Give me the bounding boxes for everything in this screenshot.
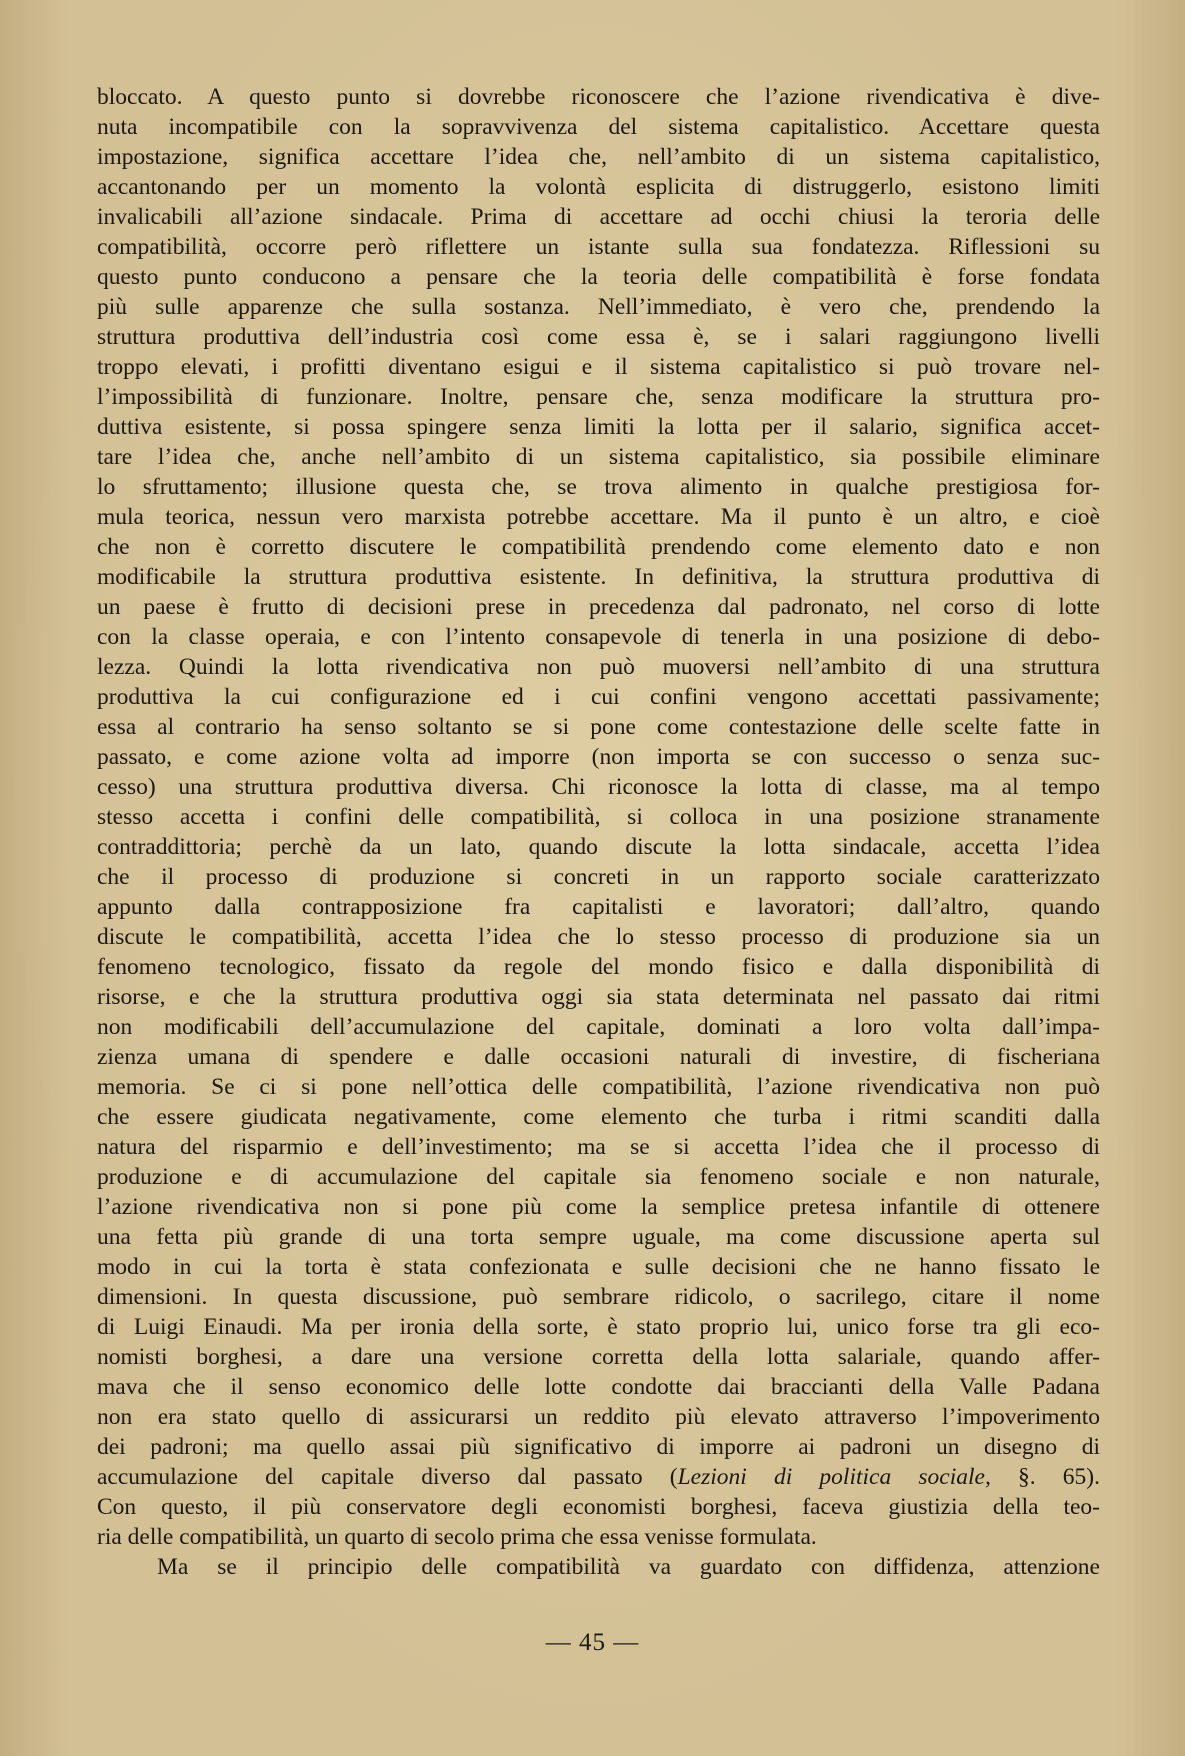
text-line: essa al contrario ha senso soltanto se si pone come contestazione delle scelte fatte in — [97, 714, 1100, 740]
text-line: duttiva esistente, si possa spingere senza limiti la lotta per il salario, significa accet- — [97, 414, 1100, 440]
text-line: un paese è frutto di decisioni prese in precedenza dal padronato, nel corso di lotte — [97, 594, 1100, 620]
text-line: struttura produttiva dell’industria così come essa è, se i salari raggiungono livelli — [97, 324, 1100, 350]
text-line: discute le compatibilità, accetta l’idea che lo stesso processo di produzione sia un — [97, 924, 1100, 950]
text-line: fenomeno tecnologico, fissato da regole del mondo fisico e dalla disponibilità di — [97, 954, 1100, 980]
text-line: invalicabili all’azione sindacale. Prima di accettare ad occhi chiusi la teroria delle — [97, 204, 1100, 230]
text-line: produttiva la cui configurazione ed i cui confini vengono accettati passivamente; — [97, 684, 1100, 710]
text-line: appunto dalla contrapposizione fra capitalisti e lavoratori; dall’altro, quando — [97, 894, 1100, 920]
text-line: produzione e di accumulazione del capitale sia fenomeno sociale e non naturale, — [97, 1164, 1100, 1190]
citation-after: §. 65). — [990, 1464, 1100, 1490]
text-line: passato, e come azione volta ad imporre (non importa se con successo o senza suc- — [97, 744, 1100, 770]
text-line: modificabile la struttura produttiva esistente. In definitiva, la struttura produttiva di — [97, 564, 1100, 590]
text-line: che essere giudicata negativamente, come elemento che turba i ritmi scanditi dalla — [97, 1104, 1100, 1130]
text-line: che il processo di produzione si concreti in un rapporto sociale caratterizzato — [97, 864, 1100, 890]
paragraph-start-line: Ma se il principio delle compatibilità va guardato con diffidenza, attenzione — [157, 1554, 1100, 1580]
body-text — [97, 82, 1100, 1582]
text-line: modo in cui la torta è stata confezionata e sulle decisioni che ne hanno fissato le — [97, 1254, 1100, 1280]
text-line: mula teorica, nessun vero marxista potrebbe accettare. Ma il punto è un altro, e cioè — [97, 504, 1100, 530]
text-line: contraddittoria; perchè da un lato, quando discute la lotta sindacale, accetta l’idea — [97, 834, 1100, 860]
text-line: nuta incompatibile con la sopravvivenza del sistema capitalistico. Accettare questa — [97, 114, 1100, 140]
page-number: — 45 — — [545, 1629, 640, 1656]
text-line: lezza. Quindi la lotta rivendicativa non può muoversi nell’ambito di una struttura — [97, 654, 1100, 680]
text-line: l’azione rivendicativa non si pone più come la semplice pretesa infantile di ottenere — [97, 1194, 1100, 1220]
text-line: compatibilità, occorre però riflettere un istante sulla sua fondatezza. Riflessioni su — [97, 234, 1100, 260]
text-line: non modificabili dell’accumulazione del capitale, dominati a loro volta dall’impa- — [97, 1014, 1100, 1040]
citation-line — [97, 1462, 1100, 1492]
text-line: l’impossibilità di funzionare. Inoltre, pensare che, senza modificare la struttura pro- — [97, 384, 1100, 410]
paragraph-end-line: ria delle compatibilità, un quarto di secolo prima che essa venisse formulata. — [97, 1524, 817, 1550]
text-line: cesso) una struttura produttiva diversa. Chi riconosce la lotta di classe, ma al tempo — [97, 774, 1100, 800]
text-line: impostazione, significa accettare l’idea che, nell’ambito di un sistema capitalistico, — [97, 144, 1100, 170]
text-line: nomisti borghesi, a dare una versione corretta della lotta salariale, quando affer- — [97, 1344, 1100, 1370]
text-line: natura del risparmio e dell’investimento; ma se si accetta l’idea che il processo di — [97, 1134, 1100, 1160]
text-line: stesso accetta i confini delle compatibilità, si colloca in una posizione stranamente — [97, 804, 1100, 830]
text-line: che non è corretto discutere le compatibilità prendendo come elemento dato e non — [97, 534, 1100, 560]
text-line: risorse, e che la struttura produttiva oggi sia stata determinata nel passato dai ritmi — [97, 984, 1100, 1010]
text-line: dei padroni; ma quello assai più significativo di imporre ai padroni un disegno di — [97, 1434, 1100, 1460]
citation-before: accumulazione del capitale diverso dal passato ( — [97, 1464, 678, 1490]
text-line: questo punto conducono a pensare che la teoria delle compatibilità è forse fondata — [97, 264, 1100, 290]
text-line: troppo elevati, i profitti diventano esigui e il sistema capitalistico si può trovare nel- — [97, 354, 1100, 380]
text-line: una fetta più grande di una torta sempre uguale, ma come discussione aperta sul — [97, 1224, 1100, 1250]
text-line: Con questo, il più conservatore degli economisti borghesi, faceva giustizia della teo- — [97, 1494, 1100, 1520]
citation-title: Lezioni di politica sociale, — [677, 1464, 991, 1490]
text-line: più sulle apparenze che sulla sostanza. Nell’immediato, è vero che, prendendo la — [97, 294, 1100, 320]
text-line: zienza umana di spendere e dalle occasioni naturali di investire, di fischeriana — [97, 1044, 1100, 1070]
text-line: accantonando per un momento la volontà esplicita di distruggerlo, esistono limiti — [97, 174, 1100, 200]
text-line: non era stato quello di assicurarsi un reddito più elevato attraverso l’impoverimento — [97, 1404, 1100, 1430]
text-line: con la classe operaia, e con l’intento consapevole di tenerla in una posizione di debo- — [97, 624, 1100, 650]
text-line: lo sfruttamento; illusione questa che, se trova alimento in qualche prestigiosa for- — [97, 474, 1100, 500]
text-line: di Luigi Einaudi. Ma per ironia della sorte, è stato proprio lui, unico forse tra gli eco- — [97, 1314, 1100, 1340]
text-line: mava che il senso economico delle lotte condotte dai braccianti della Valle Padana — [97, 1374, 1100, 1400]
text-line: bloccato. A questo punto si dovrebbe riconoscere che l’azione rivendicativa è dive- — [97, 84, 1100, 110]
text-line: memoria. Se ci si pone nell’ottica delle compatibilità, l’azione rivendicativa non può — [97, 1074, 1100, 1100]
text-line: dimensioni. In questa discussione, può sembrare ridicolo, o sacrilego, citare il nome — [97, 1284, 1100, 1310]
text-line: tare l’idea che, anche nell’ambito di un sistema capitalistico, sia possibile eliminare — [97, 444, 1100, 470]
